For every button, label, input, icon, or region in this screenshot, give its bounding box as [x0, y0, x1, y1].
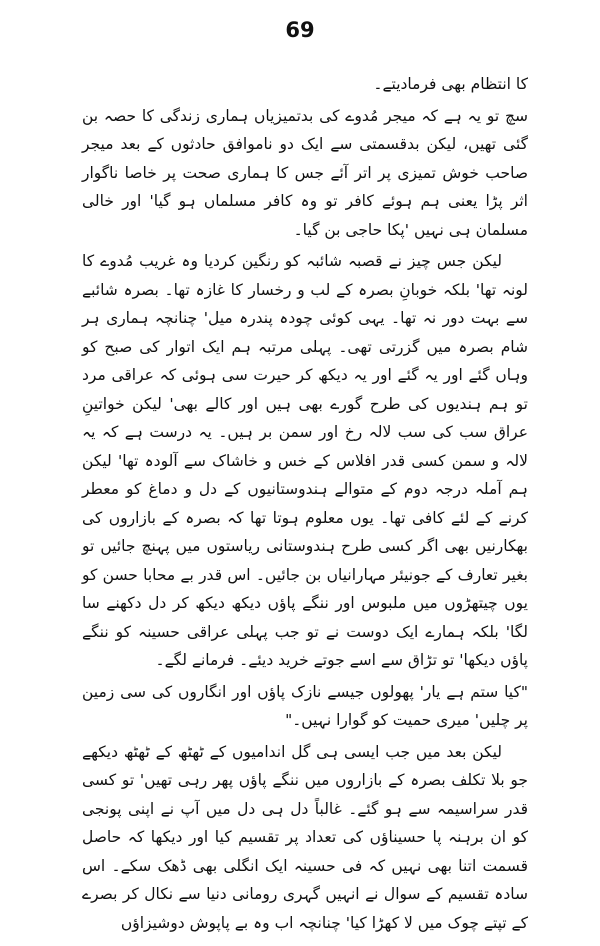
paragraph-barefoot: لیکن بعد میں جب ایسی ہی گل اندامیوں کے ٹھٹھ کے ٹھٹھ دیکھے جو بلا تکلف بصرہ کے بازاروں میں ننگے پاؤں پھر رہی تھیں' تو کسی قدر سراسیمہ سے ہو گئے۔ غالباً دل ہی دل میں آپ نے اپنی پونجی کو ان برہنہ پا حسیناؤں کی تعداد پر تقسیم کیا اور دیکھا کہ حاصل قسمت اتنا بھی نہیں کہ فی حسینہ ایک انگلی بھی ڈھک سکے۔ اس سادہ تقسیم کے سوال نے انہیں گہری رومانی دنیا سے نکال کر بصرے کے تپتے چوک میں لا کھڑا کیا' چنانچہ اب وہ بے پاپوش دوشیزاؤں	[82, 742, 528, 932]
paragraph-basra: لیکن جس چیز نے قصبہ شائبہ کو رنگین کردیا وہ غریب مُدوے کا لونہ تھا' بلکہ خوبانِ بصرہ کے لب و رخسار کا غازہ تھا۔ بصرہ شائبے سے بہت دور نہ تھا۔ یہی کوئی چودہ پندرہ میل' چنانچہ ہماری ہر شام بصرہ میں گزرتی تھی۔ پہلی مرتبہ ہم ایک اتوار کی صبح کو وہاں گئے اور یہ گئے اور یہ دیکھ کر حیرت سی ہوئی کہ عراقی مرد تو ہم ہندیوں کی طرح گورے بھی ہیں اور کالے بھی' لیکن خواتینِ عراق سب کی سب لالہ رخ اور سمن بر ہیں۔ یہ درست ہے کہ یہ لالہ و سمن کسی قدر افلاس کے خس و خاشاک سے آلودہ تھا' لیکن ہم آملہ درجہ دوم کے متوالے ہندوستانیوں کے دل و دماغ کو معطر کرنے کے لئے کافی تھا۔ یوں معلوم ہوتا تھا کہ بصرہ کے بازاروں کی بھکارنیں بھی اگر کسی طرح ہندوستانی ریاستوں میں پہنچ جائیں تو بغیر تعارف کے جونیئر مہارانیاں بن جائیں۔ اس قدر بے محابا حسن کو یوں چیتھڑوں میں ملبوس اور ننگے پاؤں دیکھ دیکھ کر دل دکھنے سا لگا' بلکہ ہمارے ایک دوست نے تو جب پہلی عراقی حسینہ کو ننگے پاؤں دیکھا' تو تڑاق سے اسے جوتے خرید دیئے۔ فرمانے لگے۔	[82, 252, 528, 669]
paragraph-quote: "کیا ستم ہے یار' پھولوں جیسے نازک پاؤں اور انگاروں کی سی زمین پر چلیں' میری حمیت کو گوارا نہیں۔"	[82, 682, 528, 729]
paragraph-continuation: کا انتظام بھی فرمادیتے۔	[373, 75, 528, 93]
paragraph-major-mudwe: سچ تو یہ ہے کہ میجر مُدوے کی بدتمیزیاں ہماری زندگی کا حصہ بن گئی تھیں، لیکن بدقسمتی سے ایک دو ناموافق حادثوں کے بعد میجر صاحب خوش تمیزی پر اتر آئے جس کا ہماری صحت پر خاصا ناگوار اثر پڑا یعنی ہم ہوئے کافر تو وہ کافر مسلماں ہو گیا' اور خالی مسلمان ہی نہیں 'پکا حاجی بن گیا۔	[82, 106, 528, 239]
body-text	[82, 70, 528, 940]
page-number: 69	[285, 18, 315, 42]
